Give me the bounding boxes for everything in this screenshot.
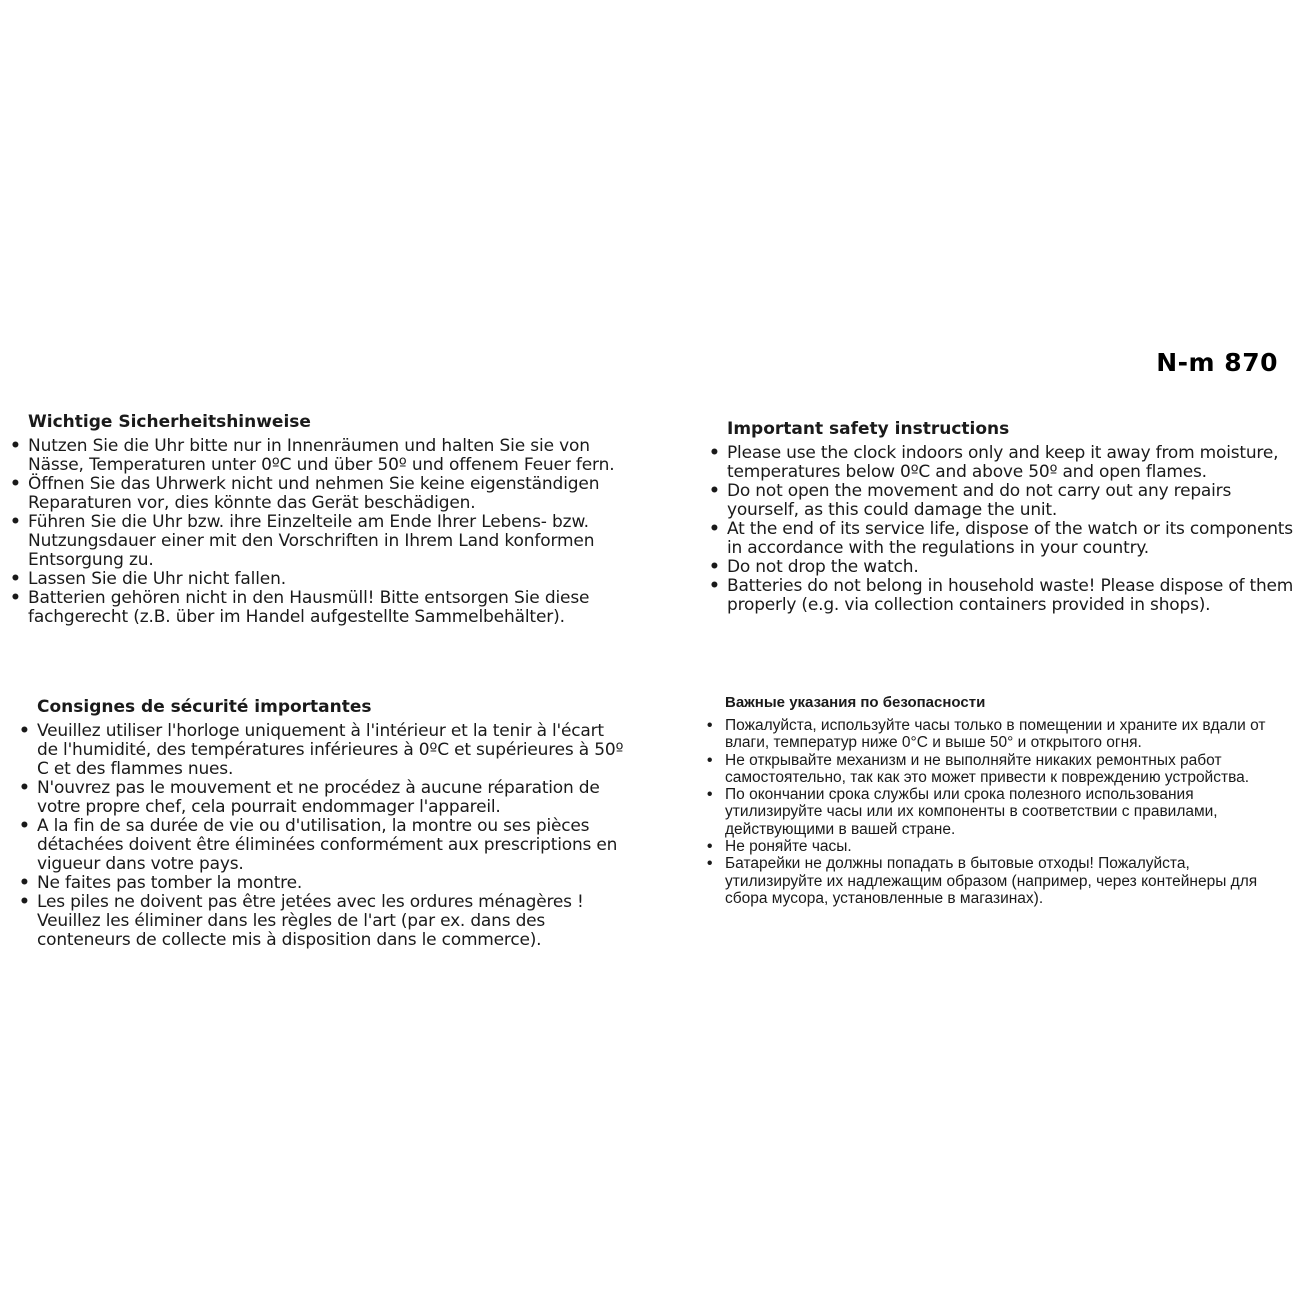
- list-item: • Please use the clock indoors only and keep it away from moisture, temperatures below 0ºC and above 50º and open flames.: [709, 444, 1299, 482]
- list-item: • Veuillez utiliser l'horloge uniquement à l'intérieur et la tenir à l'écart de l'humidité, des températures inférieures à 0ºC et supérieures à 50º C et des flammes nues.: [19, 722, 629, 779]
- list-item: • Не роняйте часы.: [707, 838, 1287, 855]
- list-item: • Batteries do not belong in household waste! Please dispose of them properly (e.g. via collection containers provided in shops).: [709, 577, 1299, 615]
- list-item: • Nutzen Sie die Uhr bitte nur in Innenräumen und halten Sie sie von Nässe, Temperaturen unter 0ºC und über 50º und offenem Feuer fern.: [10, 437, 630, 475]
- list-item: • Do not drop the watch.: [709, 558, 1299, 577]
- section-title-german: Wichtige Sicherheitshinweise: [28, 412, 311, 432]
- section-title-russian: Важные указания по безопасности: [725, 694, 986, 711]
- list-item: • Öffnen Sie das Uhrwerk nicht und nehmen Sie keine eigenständigen Reparaturen vor, dies könnte das Gerät beschädigen.: [10, 475, 630, 513]
- list-item: • Lassen Sie die Uhr nicht fallen.: [10, 570, 630, 589]
- model-code: N-m 870: [1156, 348, 1278, 377]
- list-item: • Les piles ne doivent pas être jetées avec les ordures ménagères ! Veuillez les éliminer dans les règles de l'art (par ex. dans des conteneurs de collecte mis à disposition dans le commerce).: [19, 893, 629, 950]
- section-title-french: Consignes de sécurité importantes: [37, 697, 372, 717]
- instruction-list-french: [19, 722, 629, 950]
- safety-section-english: [709, 418, 1299, 615]
- section-title-english: Important safety instructions: [727, 419, 1010, 439]
- instruction-list-russian: [707, 717, 1287, 907]
- list-item: • N'ouvrez pas le mouvement et ne procédez à aucune réparation de votre propre chef, cela pourrait endommager l'appareil.: [19, 779, 629, 817]
- instruction-list-german: [10, 437, 630, 627]
- safety-section-russian: [707, 693, 1287, 907]
- list-item: • Батарейки не должны попадать в бытовые отходы! Пожалуйста, утилизируйте их надлежащим образом (например, через контейнеры для сбора мусора, установленные в магазинах).: [707, 855, 1287, 907]
- instruction-list-english: [709, 444, 1299, 615]
- list-item: • At the end of its service life, dispose of the watch or its components in accordance with the regulations in your country.: [709, 520, 1299, 558]
- safety-section-german: [10, 411, 630, 627]
- list-item: • Batterien gehören nicht in den Hausmüll! Bitte entsorgen Sie diese fachgerecht (z.B. über im Handel aufgestellte Sammelbehälter).: [10, 589, 630, 627]
- list-item: • Do not open the movement and do not carry out any repairs yourself, as this could damage the unit.: [709, 482, 1299, 520]
- list-item: • Führen Sie die Uhr bzw. ihre Einzelteile am Ende Ihrer Lebens- bzw. Nutzungsdauer einer mit den Vorschriften in Ihrem Land konformen Entsorgung zu.: [10, 513, 630, 570]
- list-item: • Пожалуйста, используйте часы только в помещении и храните их вдали от влаги, температур ниже 0°C и выше 50° и открытого огня.: [707, 717, 1287, 752]
- safety-section-french: [19, 696, 629, 950]
- list-item: • По окончании срока службы или срока полезного использования утилизируйте часы или их компоненты в соответствии с правилами, действующими в вашей стране.: [707, 786, 1287, 838]
- list-item: • Ne faites pas tomber la montre.: [19, 874, 629, 893]
- list-item: • A la fin de sa durée de vie ou d'utilisation, la montre ou ses pièces détachées doivent être éliminées conformément aux prescriptions en vigueur dans votre pays.: [19, 817, 629, 874]
- list-item: • Не открывайте механизм и не выполняйте никаких ремонтных работ самостоятельно, так как это может привести к повреждению устройства.: [707, 752, 1287, 787]
